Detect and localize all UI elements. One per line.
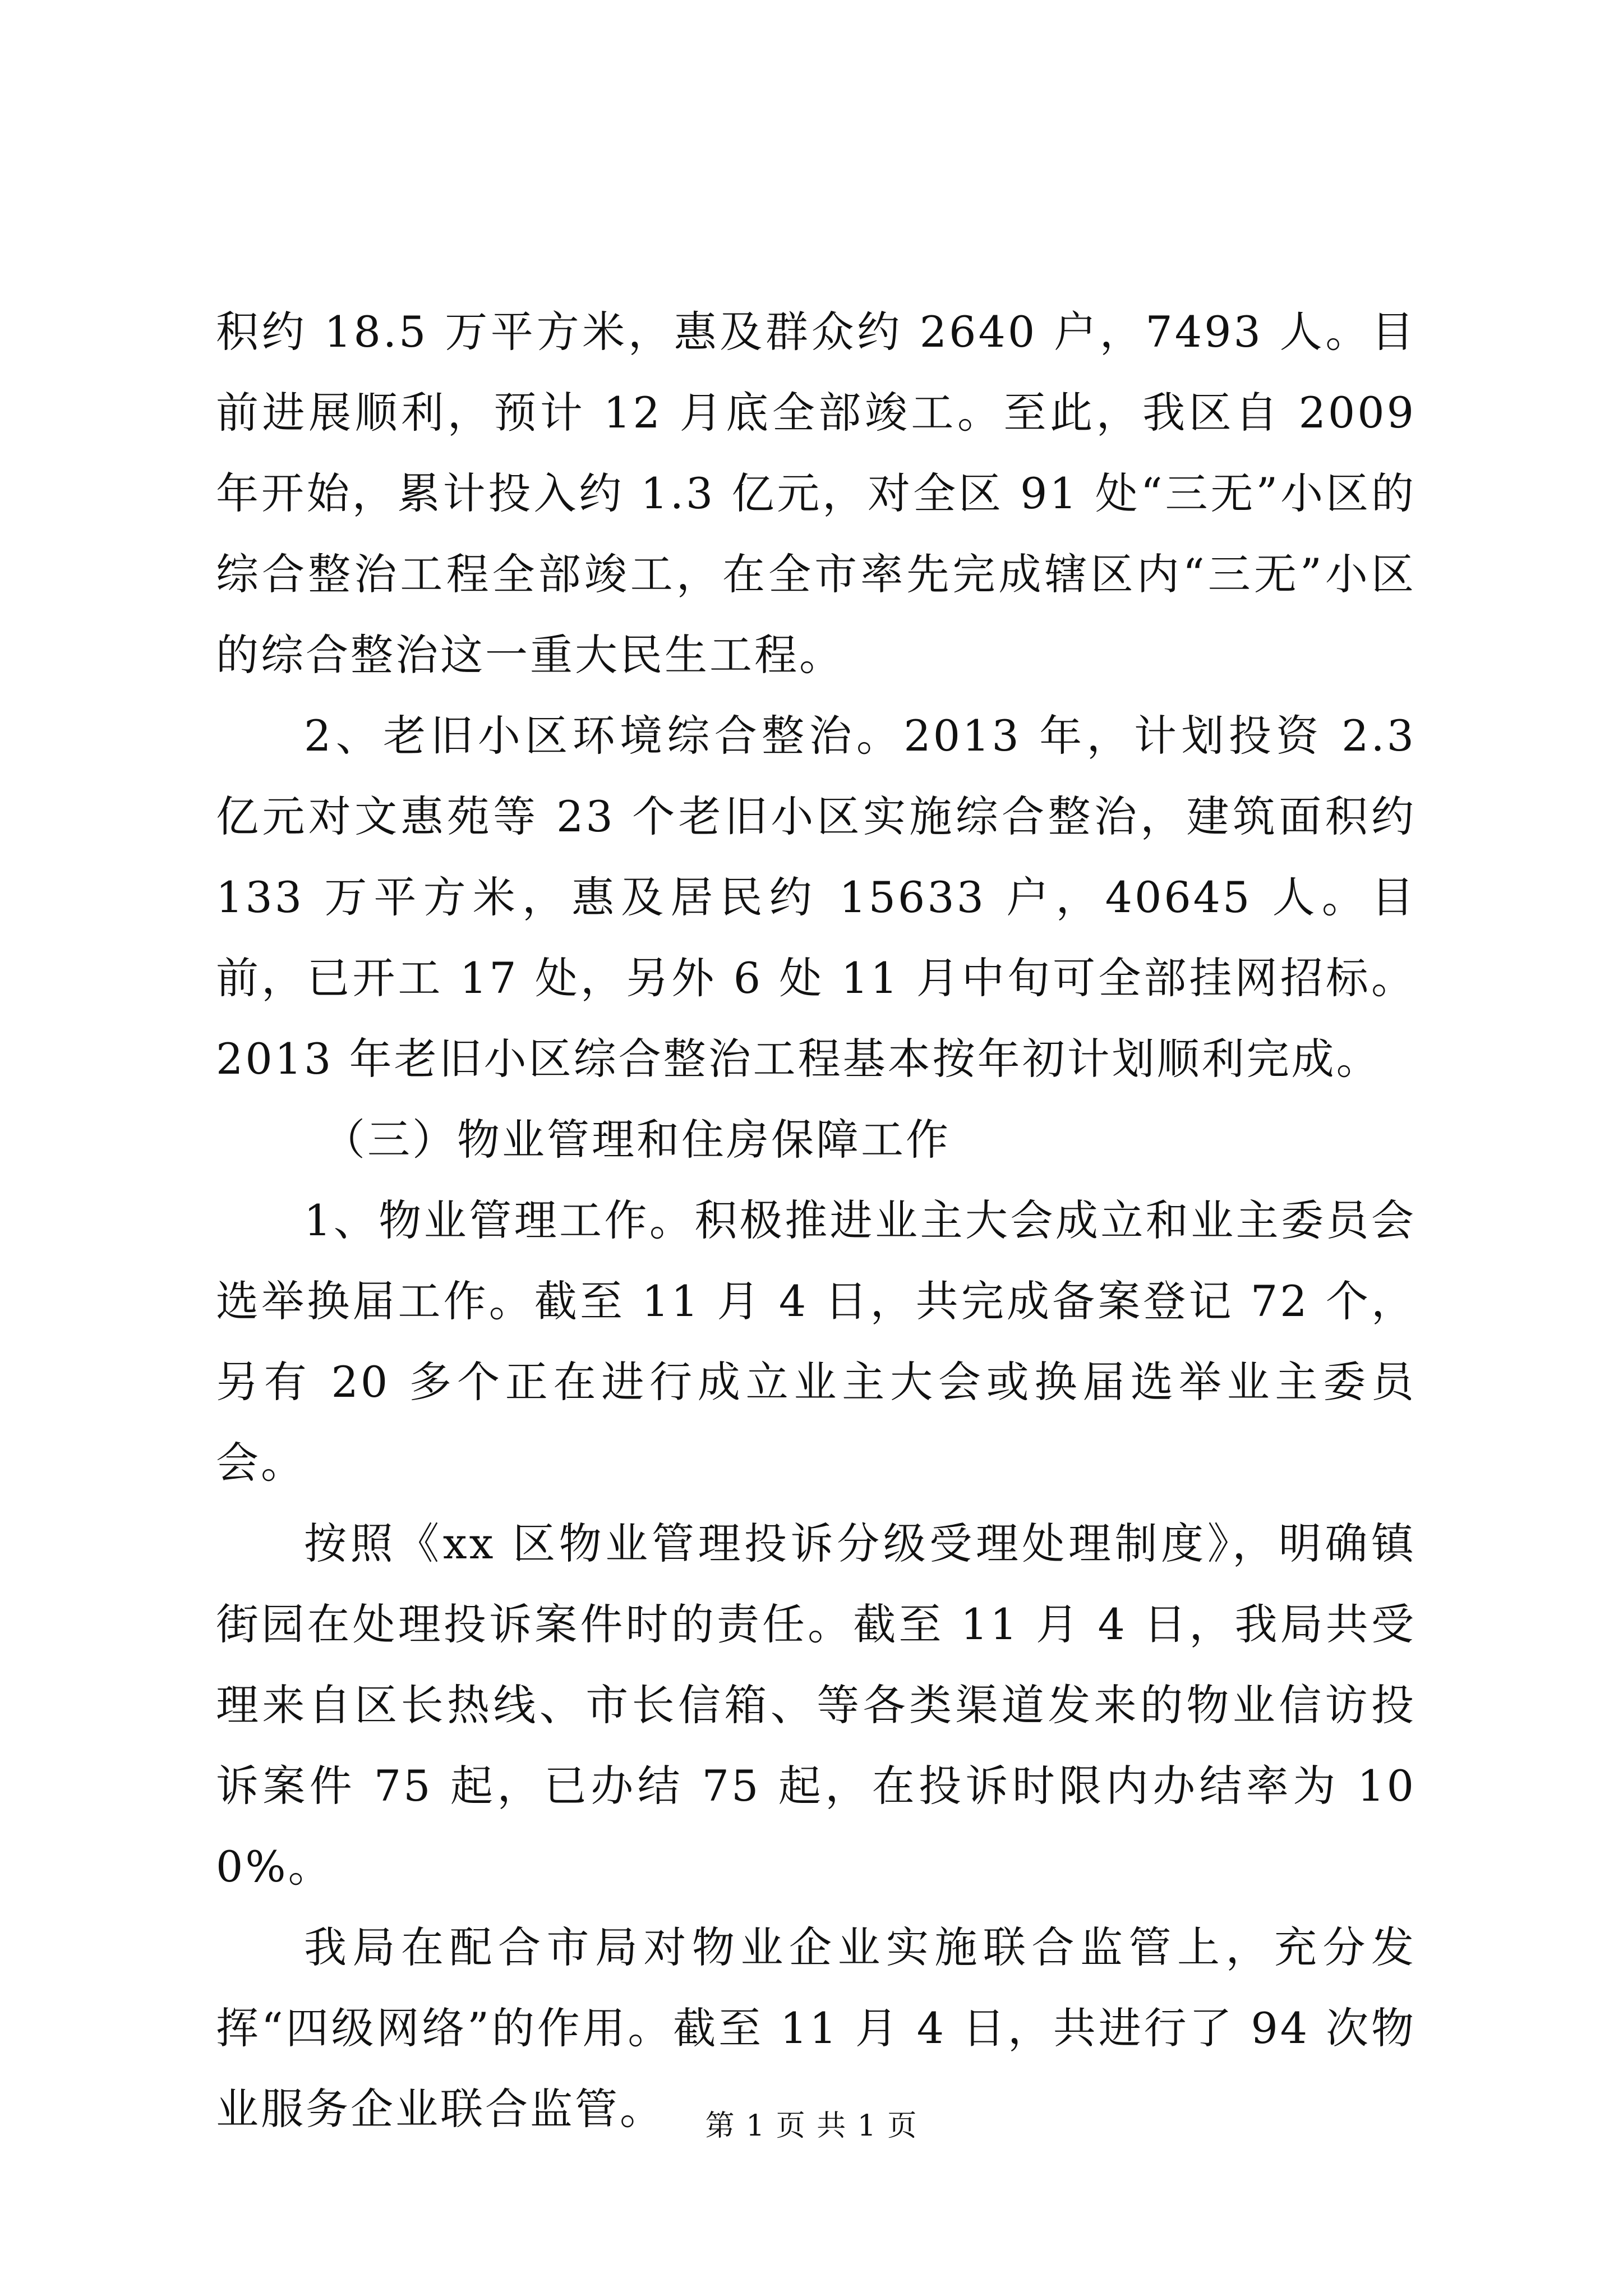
paragraph-joint-supervision: 我局在配合市局对物业企业实施联合监管上，充分发挥“四级网络”的作用。截至 11 月 4 日，共进行了 94 次物业服务企业联合监管。 bbox=[216, 1922, 1416, 2134]
section-heading-property-management: （三）物业管理和住房保障工作 bbox=[322, 1115, 951, 1165]
document-body bbox=[216, 292, 1416, 2150]
paragraph-continuation: 积约 18.5 万平方米，惠及群众约 2640 户，7493 人。目前进展顺利，预计 12 月底全部竣工。至此，我区自 2009 年开始，累计投入约 1.3 亿元，对全区 91 处“三无”小区的综合整治工程全部竣工，在全市率先完成辖区内“三无”小区的综合整治这一重大民生工程。 bbox=[216, 307, 1416, 680]
page-number-footer: 第 1 页 共 1 页 bbox=[705, 2109, 918, 2143]
paragraph-property-management-work: 1、物业管理工作。积极推进业主大会成立和业主委员会选举换届工作。截至 11 月 4 日，共完成备案登记 72 个，另有 20 多个正在进行成立业主大会或换届选举业主委员会。 bbox=[216, 1195, 1416, 1488]
paragraph-complaint-handling: 按照《xx 区物业管理投诉分级受理处理制度》，明确镇街园在处理投诉案件时的责任。截至 11 月 4 日，我局共受理来自区长热线、市长信箱、等各类渠道发来的物业信访投诉案件 75 起，已办结 75 起，在投诉时限内办结率为 100%。 bbox=[216, 1519, 1416, 1892]
paragraph-old-community-renovation: 2、老旧小区环境综合整治。2013 年，计划投资 2.3 亿元对文惠苑等 23 个老旧小区实施综合整治，建筑面积约 133 万平方米，惠及居民约 15633 户，40645 人。目前，已开工 17 处，另外 6 处 11 月中旬可全部挂网招标。2013 年老旧小区综合整治工程基本按年初计划顺利完成。 bbox=[216, 711, 1416, 1084]
